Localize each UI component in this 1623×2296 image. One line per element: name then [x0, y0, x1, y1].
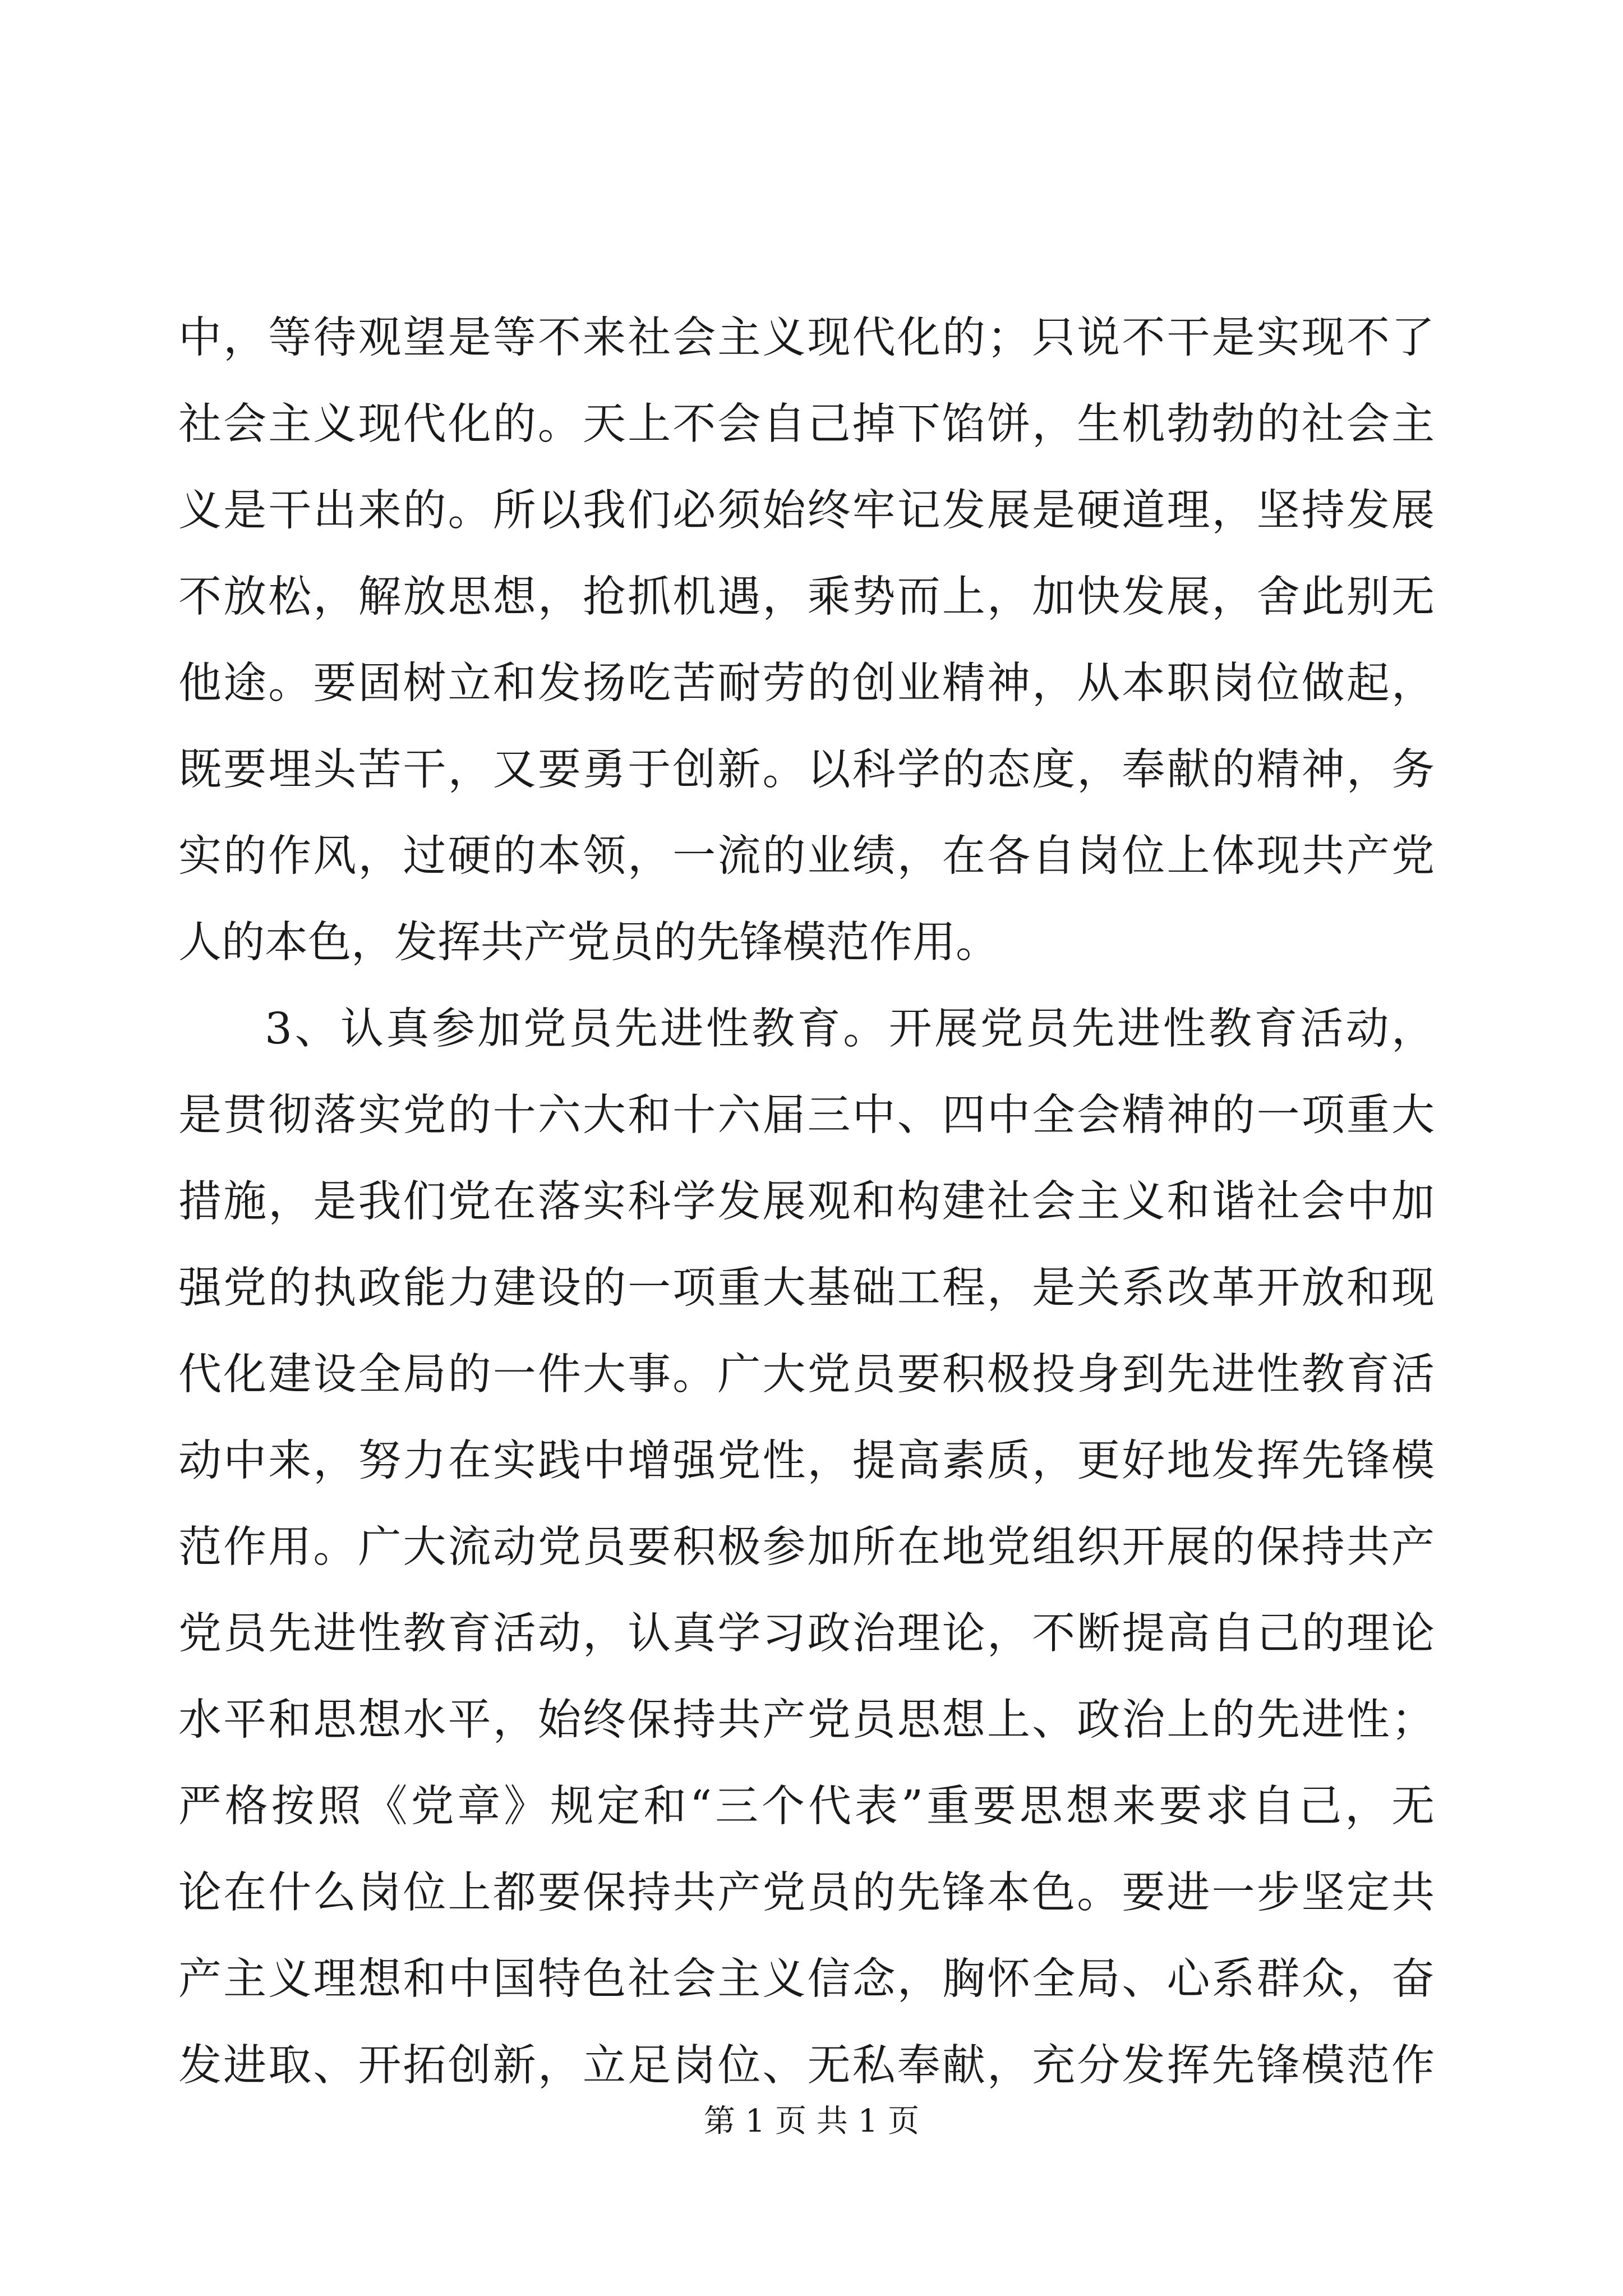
text-line: 严格按照《党章》规定和“三个代表”重要思想来要求自己，无 [178, 1782, 1435, 1832]
text-line: 范作用。广大流动党员要积极参加所在地党组织开展的保持共产 [178, 1522, 1435, 1572]
text-line: 党员先进性教育活动，认真学习政治理论，不断提高自己的理论 [178, 1609, 1435, 1659]
text-line: 社会主义现代化的。天上不会自己掉下馅饼，生机勃勃的社会主 [178, 399, 1435, 449]
text-line: 既要埋头苦干，又要勇于创新。以科学的态度，奉献的精神，务 [178, 745, 1435, 795]
text-line: 是贯彻落实党的十六大和十六届三中、四中全会精神的一项重大 [178, 1091, 1435, 1140]
text-line: 中，等待观望是等不来社会主义现代化的；只说不干是实现不了 [178, 313, 1435, 363]
text-line: 不放松，解放思想，抢抓机遇，乘势而上，加快发展，舍此别无 [178, 572, 1435, 622]
text-line: 产主义理想和中国特色社会主义信念，胸怀全局、心系群众，奋 [178, 1954, 1435, 2004]
text-line: 实的作风，过硬的本领，一流的业绩，在各自岗位上体现共产党 [178, 831, 1435, 881]
text-line: 义是干出来的。所以我们必须始终牢记发展是硬道理，坚持发展 [178, 486, 1435, 536]
text-line: 他途。要固树立和发扬吃苦耐劳的创业精神，从本职岗位做起， [178, 659, 1435, 708]
text-line: 发进取、开拓创新，立足岗位、无私奉献，充分发挥先锋模范作 [178, 2041, 1435, 2091]
text-line: 代化建设全局的一件大事。广大党员要积极投身到先进性教育活 [178, 1350, 1435, 1400]
text-line: 水平和思想水平，始终保持共产党员思想上、政治上的先进性； [178, 1695, 1435, 1745]
page-footer: 第 1 页 共 1 页 [703, 2103, 920, 2139]
text-line: 动中来，努力在实践中增强党性，提高素质，更好地发挥先锋模 [178, 1436, 1435, 1486]
text-line: 措施，是我们党在落实科学发展观和构建社会主义和谐社会中加 [178, 1177, 1435, 1227]
text-line: 论在什么岗位上都要保持共产党员的先锋本色。要进一步坚定共 [178, 1868, 1435, 1918]
text-line: 人的本色，发挥共产党员的先锋模范作用。 [178, 918, 999, 968]
text-line: 强党的执政能力建设的一项重大基础工程，是关系改革开放和现 [178, 1263, 1435, 1313]
paragraph-first-line: 3、认真参加党员先进性教育。开展党员先进性教育活动， [265, 1004, 1435, 1054]
